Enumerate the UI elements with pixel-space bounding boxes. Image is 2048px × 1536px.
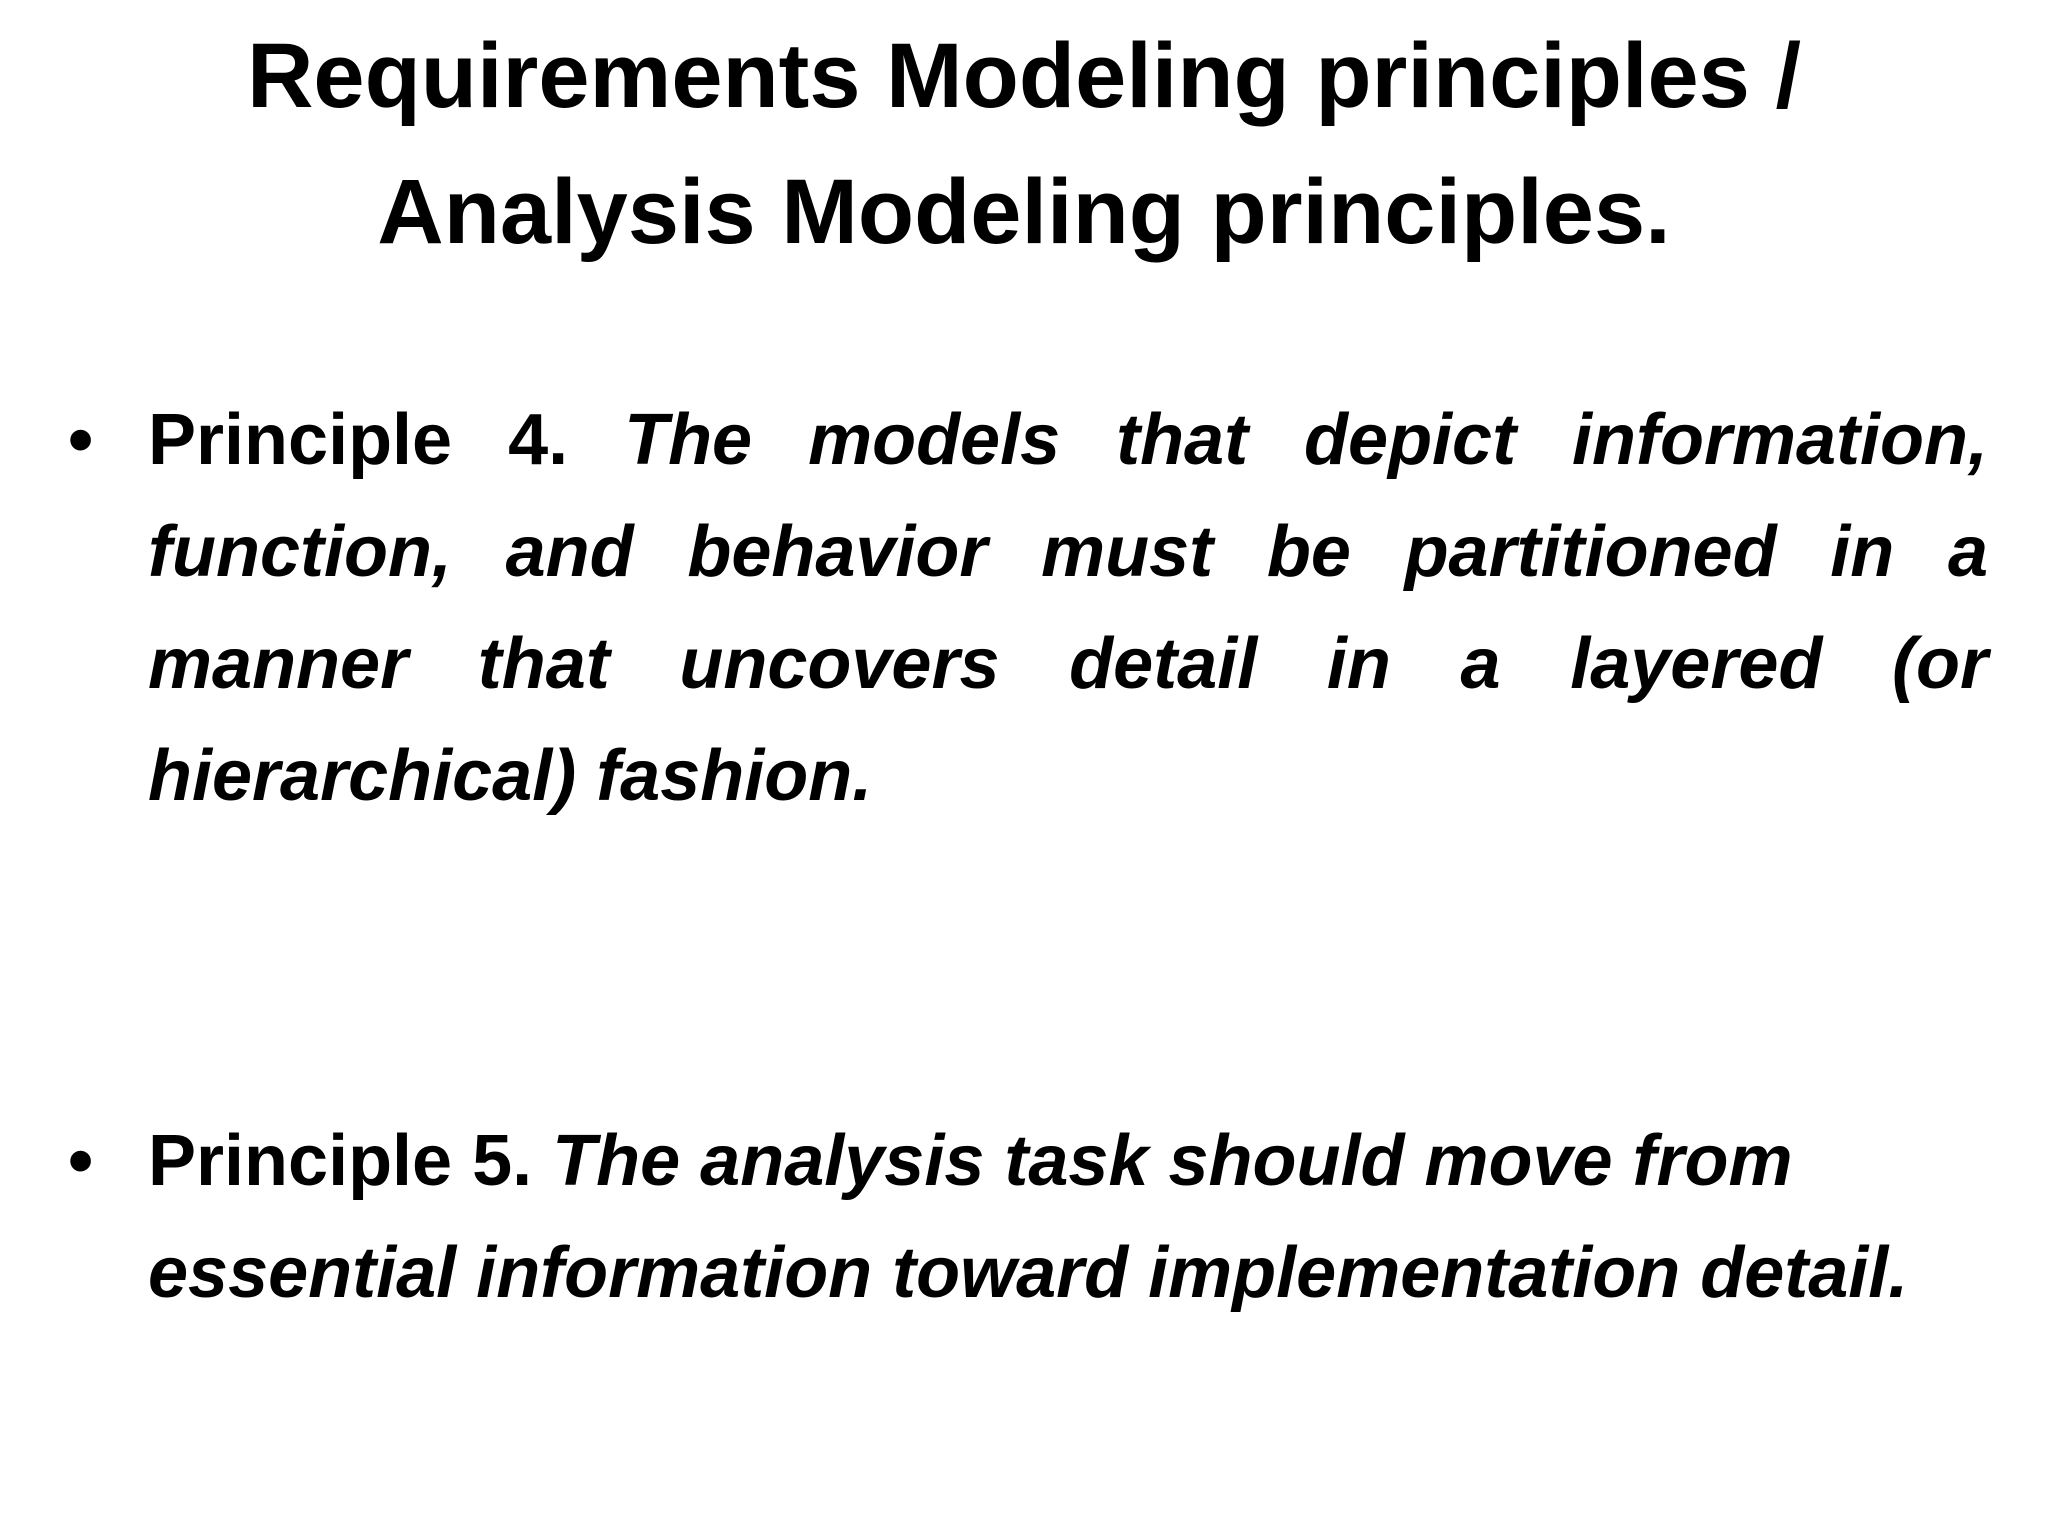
slide-title: [0, 8, 2048, 280]
bullet-lead: Principle 4.: [148, 400, 569, 480]
slide-title-line-2: Analysis Modeling principles.: [377, 161, 1671, 263]
bullet-body: The analysis task should move from essential information toward implementation detail.: [148, 1121, 1909, 1313]
bullet-body: The models that depict information, function, and behavior must be partitioned in a manner that uncovers detail in a layered (or hierarchical) fashion.: [148, 400, 1988, 816]
bullet-marker: •: [68, 1121, 94, 1201]
bullet-text: [148, 384, 1988, 832]
slide-title-line-1: Requirements Modeling principles /: [246, 25, 1802, 127]
bullet-text: [148, 1105, 1988, 1329]
bullet-marker: •: [68, 400, 94, 480]
bullet-lead: Principle 5.: [148, 1121, 533, 1201]
